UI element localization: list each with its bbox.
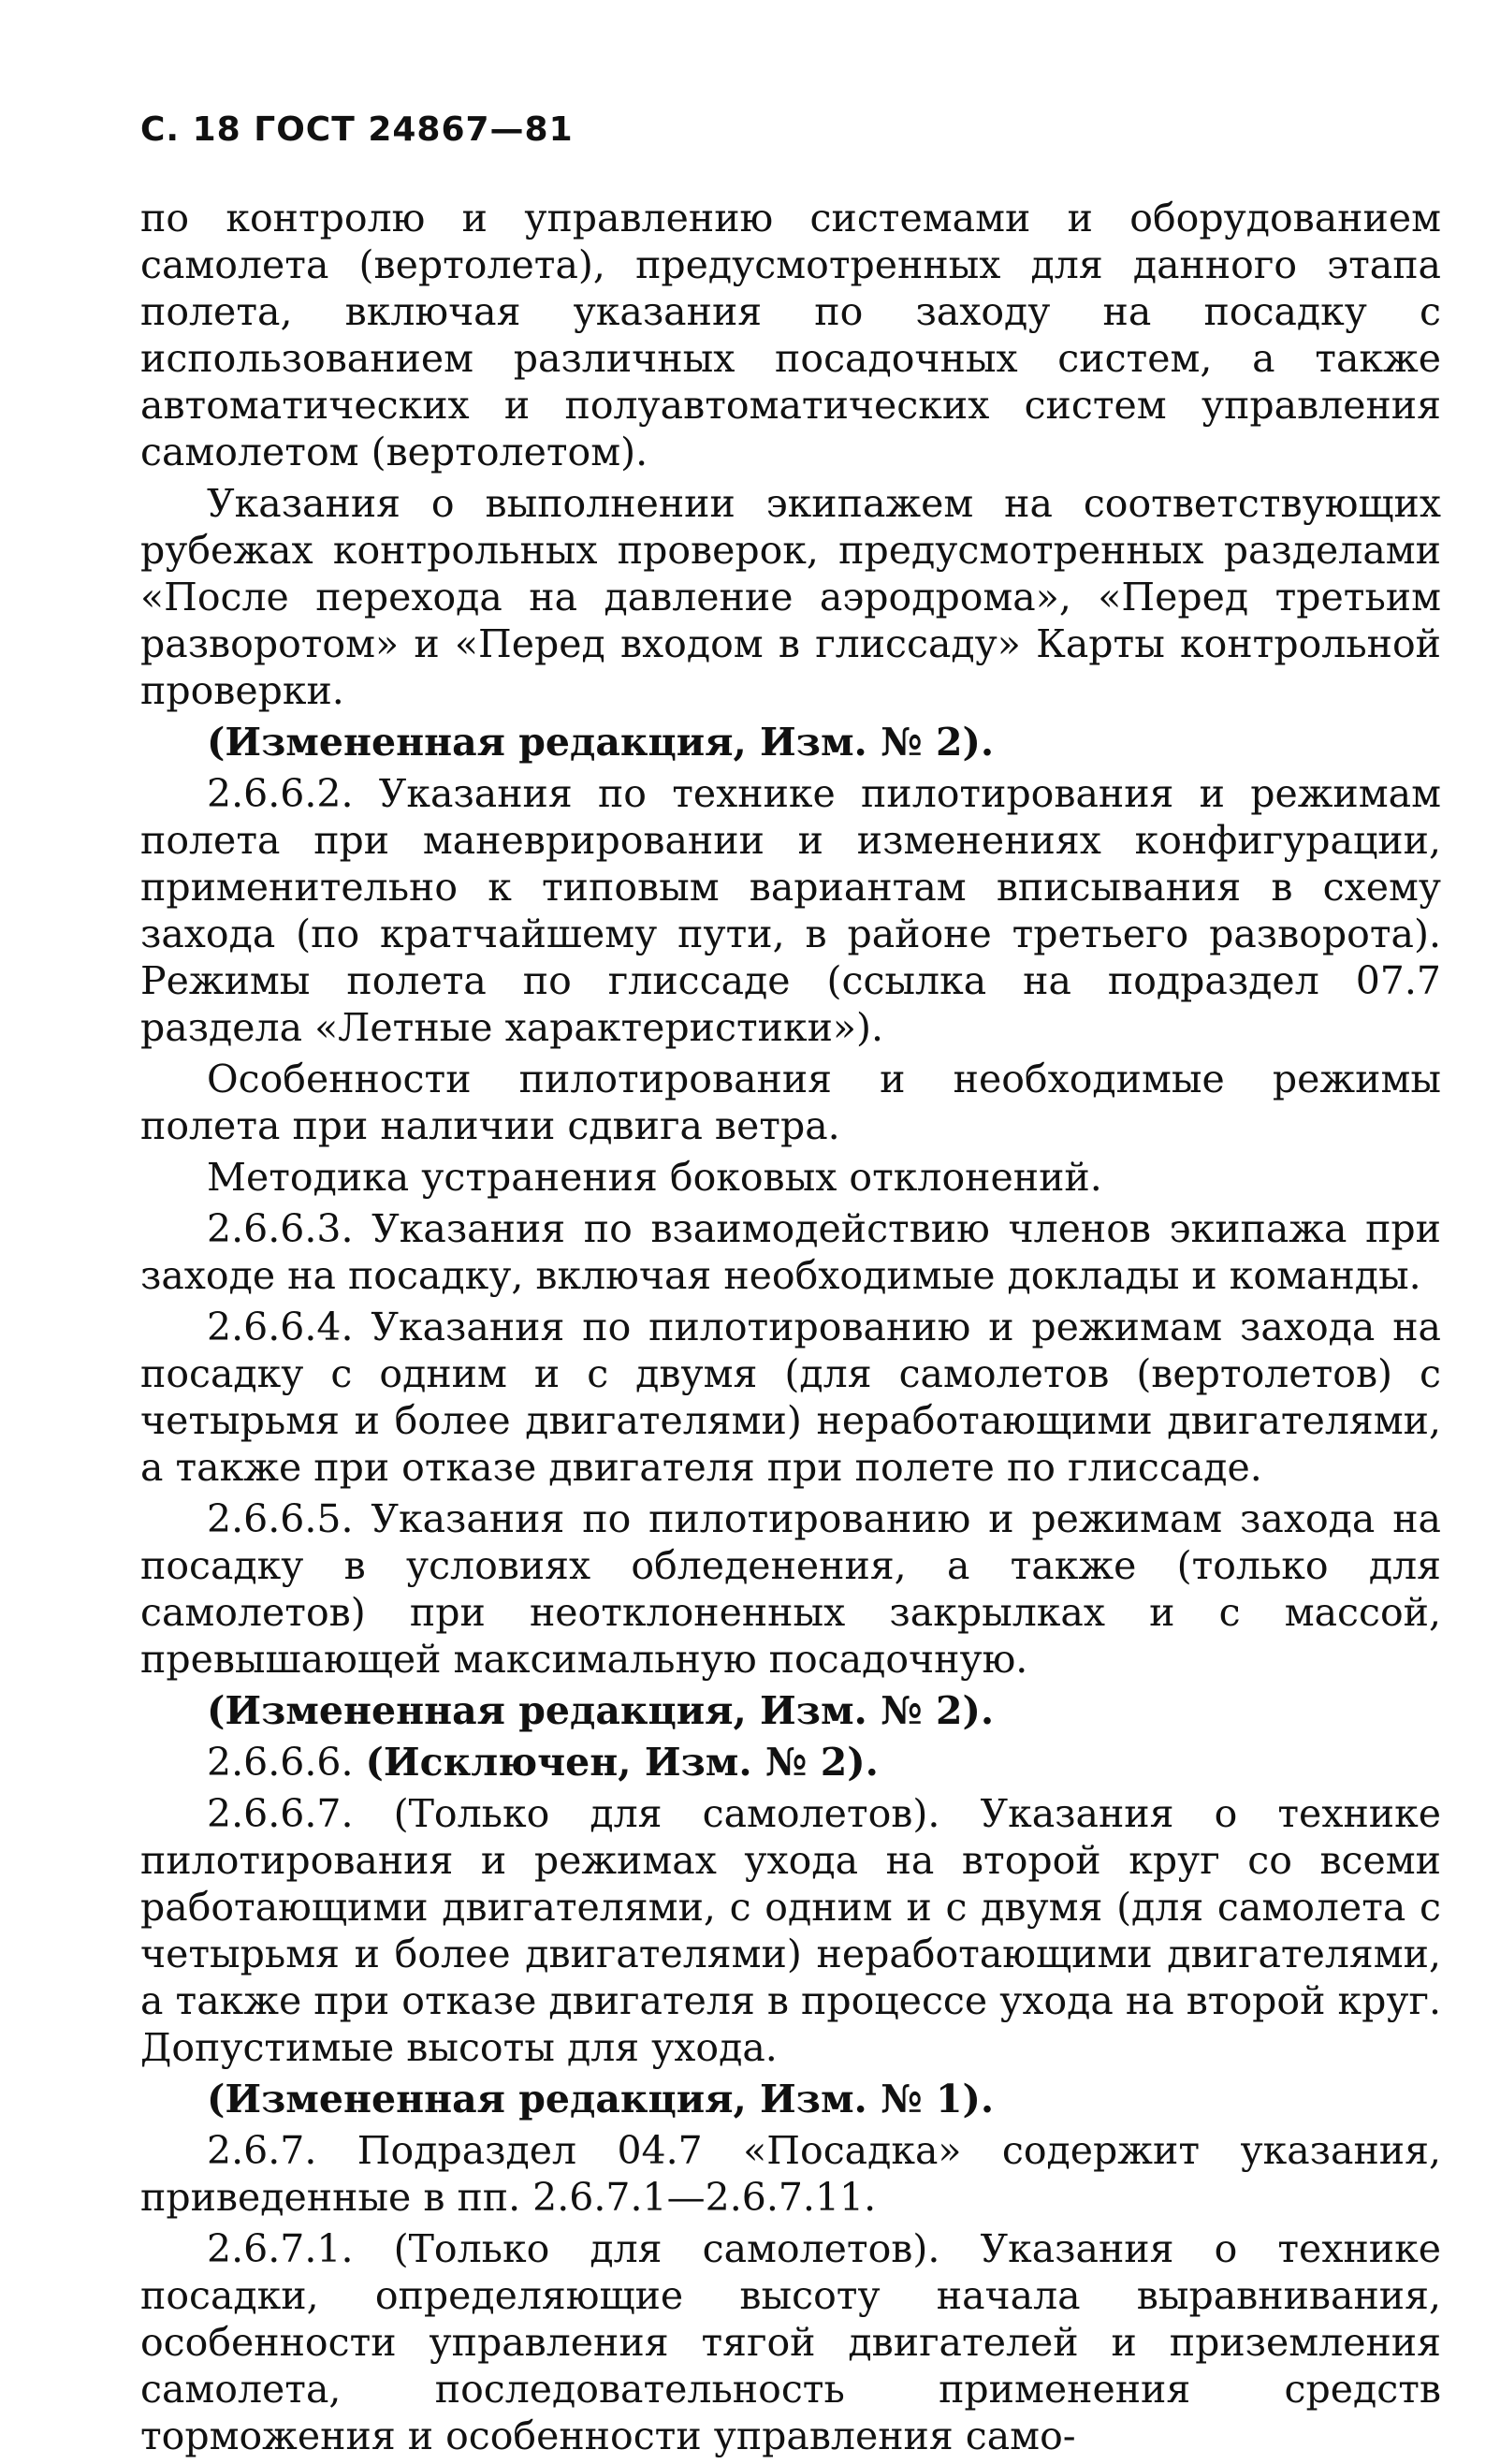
paragraph-2-6-6-6 [140,1739,1441,1786]
excluded-note: (Исключен, Изм. № 2). [365,1740,879,1785]
paragraph-continuation: по контролю и управлению системами и оборудованием самолета (вертолета), предусмотренных для данного этапа полета, включая указания по заходу на посадку с использованием различных посадочных систем, а также автоматических и полуавтоматических систем управления самолетом (вертолетом). [140,196,1441,474]
paragraph-2-6-6-5: 2.6.6.5. Указания по пилотированию и режимам захода на посадку в условиях обледенения, а также (только для самолетов) при неотклоненных закрылках и с массой, превышающей максимальную посадочную. [140,1496,1441,1682]
paragraph-2-6-7-1: 2.6.7.1. (Только для самолетов). Указания о технике посадки, определяющие высоту начала выравнивания, особенности управления тягой двигателей и приземления самолета, последовательность применения средств торможения и особенности управления само- [140,2226,1441,2458]
paragraph-2-6-6-4: 2.6.6.4. Указания по пилотированию и режимам захода на посадку с одним и с двумя (для самолетов (вертолетов) с четырьмя и более двигателями) неработающими двигателями, а также при отказе двигателя при полете по глиссаде. [140,1305,1441,1490]
paragraph-lateral-deviation: Методика устранения боковых отклонений. [207,1155,1102,1200]
paragraph-2-6-6-2: 2.6.6.2. Указания по технике пилотирования и режимам полета при маневрировании и изменениях конфигурации, применительно к типовым вариантам вписывания в схему захода (по кратчайшему пути, в районе третьего разворота). Режимы полета по глиссаде (ссылка на подраздел 07.7 раздела «Летные характеристики»). [140,771,1441,1050]
body-text [140,195,1441,2464]
amendment-note: (Измененная редакция, Изм. № 2). [207,1688,995,1733]
paragraph-wind-shear: Особенности пилотирования и необходимые режимы полета при наличии сдвига ветра. [140,1057,1441,1148]
paragraph-control-checks: Указания о выполнении экипажем на соответствующих рубежах контрольных проверок, предусмотренных разделами «После перехода на давление аэродрома», «Перед третьим разворотом» и «Перед входом в глиссаду» Карты контрольной проверки. [140,481,1441,713]
page-header: С. 18 ГОСТ 24867—81 [140,110,574,149]
amendment-note: (Измененная редакция, Изм. № 1). [207,2077,995,2121]
paragraph-2-6-6-3: 2.6.6.3. Указания по взаимодействию членов экипажа при заходе на посадку, включая необходимые доклады и команды. [140,1206,1441,1298]
paragraph-2-6-6-7: 2.6.6.7. (Только для самолетов). Указания о технике пилотирования и режимах ухода на второй круг со всеми работающими двигателями, с одним и с двумя (для самолета с четырьмя и более двигателями) неработающими двигателями, а также при отказе двигателя в процессе ухода на второй круг. Допустимые высоты для ухода. [140,1791,1441,2070]
amendment-note: (Измененная редакция, Изм. № 2). [207,720,995,765]
paragraph-number: 2.6.6.6. [207,1740,366,1785]
paragraph-2-6-7: 2.6.7. Подраздел 04.7 «Посадка» содержит указания, приведенные в пп. 2.6.7.1—2.6.7.11. [140,2128,1441,2220]
